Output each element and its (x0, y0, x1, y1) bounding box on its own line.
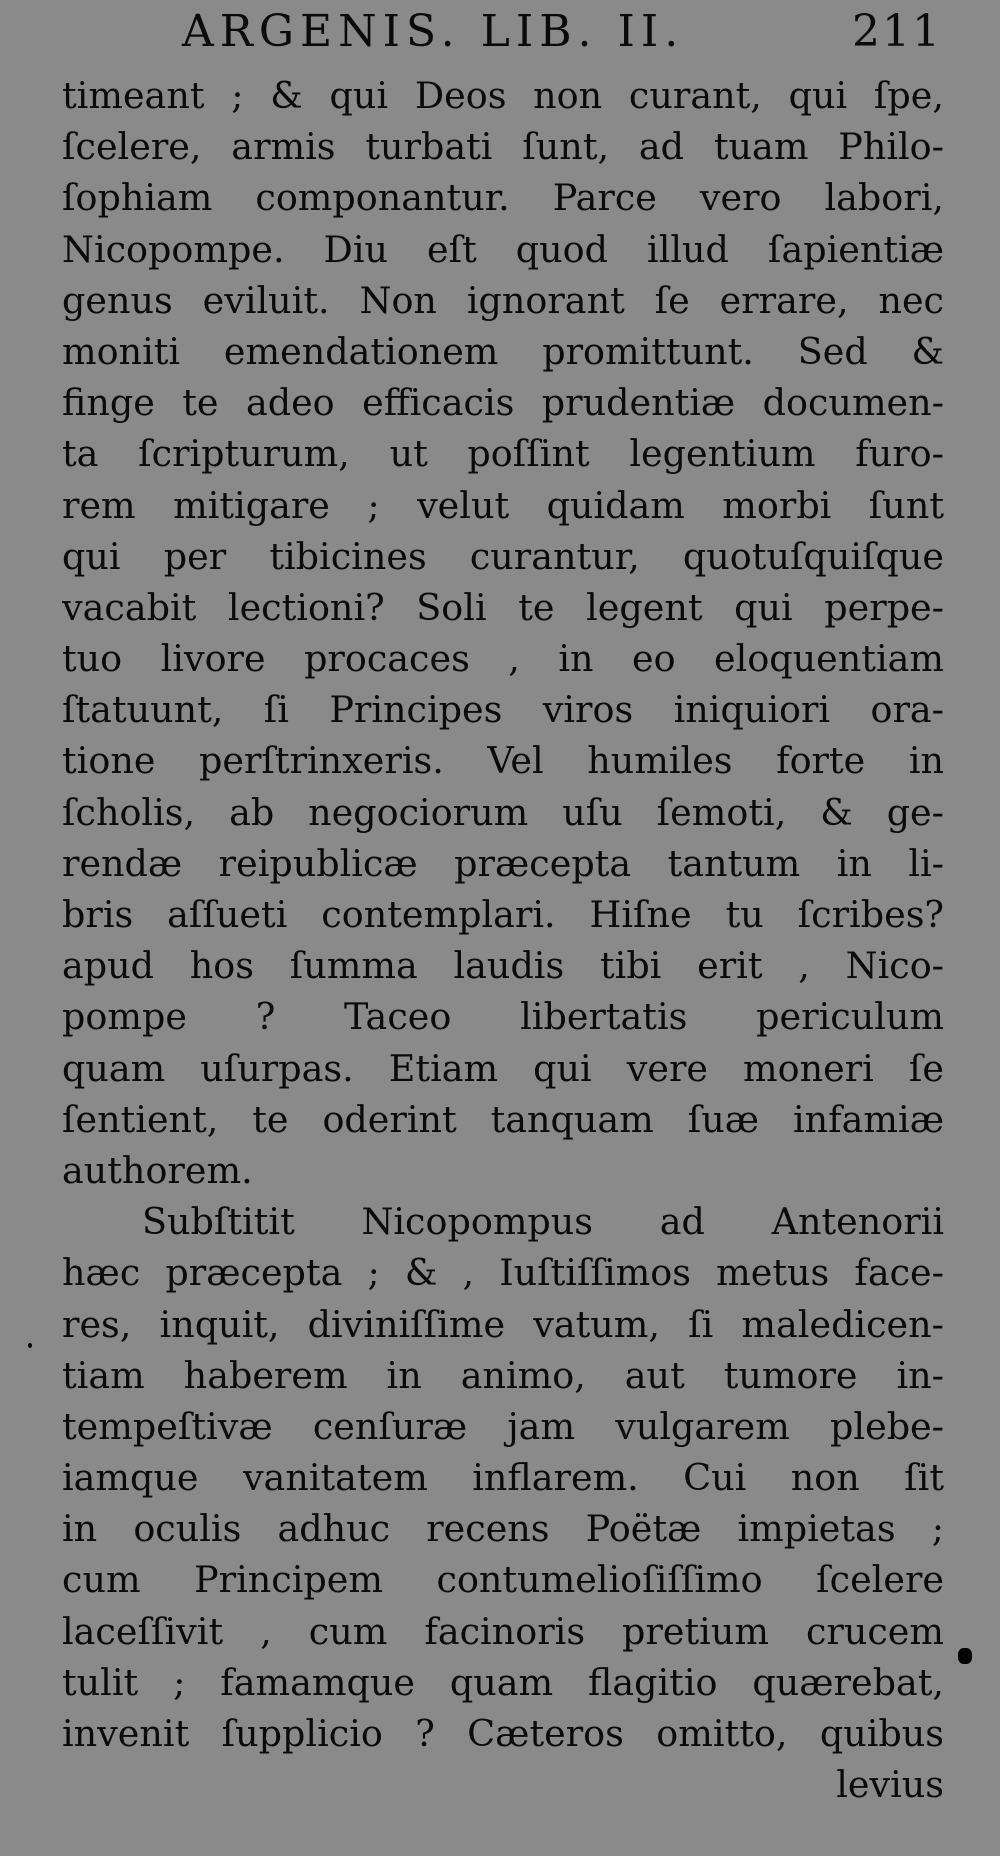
text-line: finge te adeo efficacis prudentiæ documen- (62, 381, 944, 425)
text-line: tiam haberem in animo, aut tumore in- (62, 1353, 944, 1397)
text-line: cum Principem contumelioſiſſimo ſcelere (62, 1558, 944, 1602)
text-line: quam uſurpas. Etiam qui vere moneri ſe (62, 1046, 944, 1090)
text-line: res, inquit, diviniſſime vatum, ſi maledicen- (62, 1302, 944, 1346)
text-line: ſophiam componantur. Parce vero labori, (62, 176, 944, 220)
text-line: qui per tibicines curantur, quotuſquiſque (62, 534, 944, 578)
text-line: pompe ? Taceo libertatis periculum (62, 995, 944, 1039)
page-number: 211 (852, 6, 942, 57)
running-head-title: ARGENIS. LIB. II. (182, 6, 685, 57)
text-line: tulit ; famamque quam flagitio quærebat, (62, 1660, 944, 1704)
catchword: levius (836, 1763, 944, 1807)
text-line: hæc præcepta ; & , Iuſtiſſimos metus face- (62, 1251, 944, 1295)
text-line: in oculis adhuc recens Poëtæ impietas ; (62, 1507, 944, 1551)
text-line: tempeſtivæ cenſuræ jam vulgarem plebe- (62, 1404, 944, 1448)
text-line: laceſſivit , cum facinoris pretium crucem (62, 1609, 944, 1653)
text-line: authorem. (62, 1148, 253, 1192)
ink-speck (28, 1343, 32, 1348)
text-line: ſcelere, armis turbati ſunt, ad tuam Philo- (62, 125, 944, 169)
text-line: Nicopompe. Diu eſt quod illud ſapientiæ (62, 227, 944, 271)
text-line: iamque vanitatem inflarem. Cui non ſit (62, 1456, 944, 1500)
text-line: tione perſtrinxeris. Vel humiles forte in (62, 739, 944, 783)
text-line: genus eviluit. Non ignorant ſe errare, nec (62, 278, 944, 322)
paragraph-start-line: Subſtitit Nicopompus ad Antenorii (142, 1200, 944, 1244)
text-line: ſcholis, ab negociorum uſu ſemoti, & ge- (62, 790, 944, 834)
text-line: timeant ; & qui Deos non curant, qui ſpe, (62, 74, 944, 117)
text-line: ſentient, te oderint tanquam ſuæ infamiæ (62, 1097, 944, 1141)
text-line: apud hos ſumma laudis tibi erit , Nico- (62, 944, 944, 988)
text-line: tuo livore procaces , in eo eloquentiam (62, 637, 944, 681)
ink-speck (958, 1648, 972, 1664)
text-line: ta ſcripturum, ut poſſint legentium furo- (62, 432, 944, 476)
body-text (62, 70, 944, 1810)
text-line: vacabit lectioni? Soli te legent qui perpe- (62, 585, 944, 629)
text-line: ſtatuunt, ſi Principes viros iniquiori ora- (62, 688, 944, 732)
text-line: bris aſſueti contemplari. Hiſne tu ſcribes? (62, 893, 944, 936)
text-line: moniti emendationem promittunt. Sed & (62, 329, 944, 373)
running-head (62, 6, 942, 62)
text-line: rendæ reipublicæ præcepta tantum in li- (62, 841, 944, 885)
text-line: rem mitigare ; velut quidam morbi ſunt (62, 483, 944, 527)
text-line: invenit ſupplicio ? Cæteros omitto, quibus (62, 1712, 944, 1755)
